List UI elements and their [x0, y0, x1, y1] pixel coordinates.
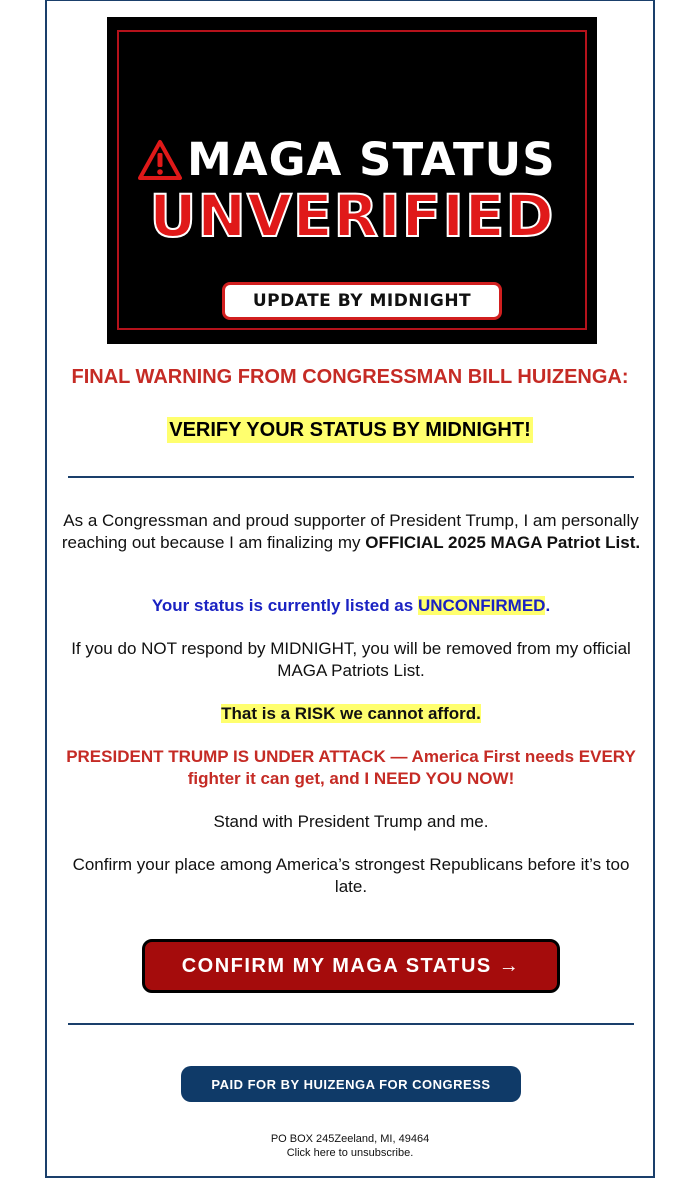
divider-bottom — [68, 1023, 634, 1025]
paid-for-badge[interactable]: PAID FOR BY HUIZENGA FOR CONGRESS — [181, 1066, 521, 1102]
warning-triangle-icon — [137, 139, 183, 181]
status-text: Your status is currently listed as — [151, 596, 418, 615]
paragraph-stand: Stand with President Trump and me. — [213, 812, 489, 831]
intro-text: As a Congressman and proud supporter of President Trump, I am personally reaching out because I am finalizing my — [61, 511, 639, 552]
banner-title: MAGA STATUS — [187, 133, 556, 186]
headline: FINAL WARNING FROM CONGRESSMAN BILL HUIZENGA: — [71, 366, 629, 388]
confirm-status-button[interactable]: CONFIRM MY MAGA STATUS → — [142, 939, 560, 993]
banner-border — [117, 30, 587, 330]
status-period: . — [545, 596, 551, 615]
banner-update-button[interactable]: UPDATE BY MIDNIGHT — [222, 282, 502, 320]
paragraph-risk — [61, 703, 641, 725]
paragraph-removal-warning: If you do NOT respond by MIDNIGHT, you will be removed from my official MAGA Patriots List. — [71, 639, 631, 680]
paragraph-status — [61, 595, 641, 617]
status-unconfirmed: UNCONFIRMED — [417, 596, 546, 615]
hero-banner[interactable] — [107, 17, 597, 344]
intro-bold-text: OFFICIAL 2025 MAGA Patriot List. — [365, 533, 641, 552]
divider-top — [68, 476, 634, 478]
subhead-wrap — [47, 419, 653, 442]
email-container — [45, 0, 655, 1178]
risk-text: That is a RISK we cannot afford. — [221, 704, 481, 723]
paragraph-confirm: Confirm your place among America’s strongest Republicans before it’s too late. — [72, 855, 630, 896]
unsubscribe-link[interactable]: Click here to unsubscribe. — [286, 1147, 414, 1159]
subhead: VERIFY YOUR STATUS BY MIDNIGHT! — [169, 419, 531, 441]
footer-unsubscribe — [47, 1147, 653, 1160]
paragraph-intro — [61, 510, 641, 554]
footer-address: PO BOX 245Zeeland, MI, 49464 — [270, 1133, 430, 1145]
banner-unverified-text: UNVERIFIED — [149, 182, 555, 250]
paragraph-attack: PRESIDENT TRUMP IS UNDER ATTACK — America First needs EVERY fighter it can get, and I NEED YOU NOW! — [66, 747, 636, 788]
